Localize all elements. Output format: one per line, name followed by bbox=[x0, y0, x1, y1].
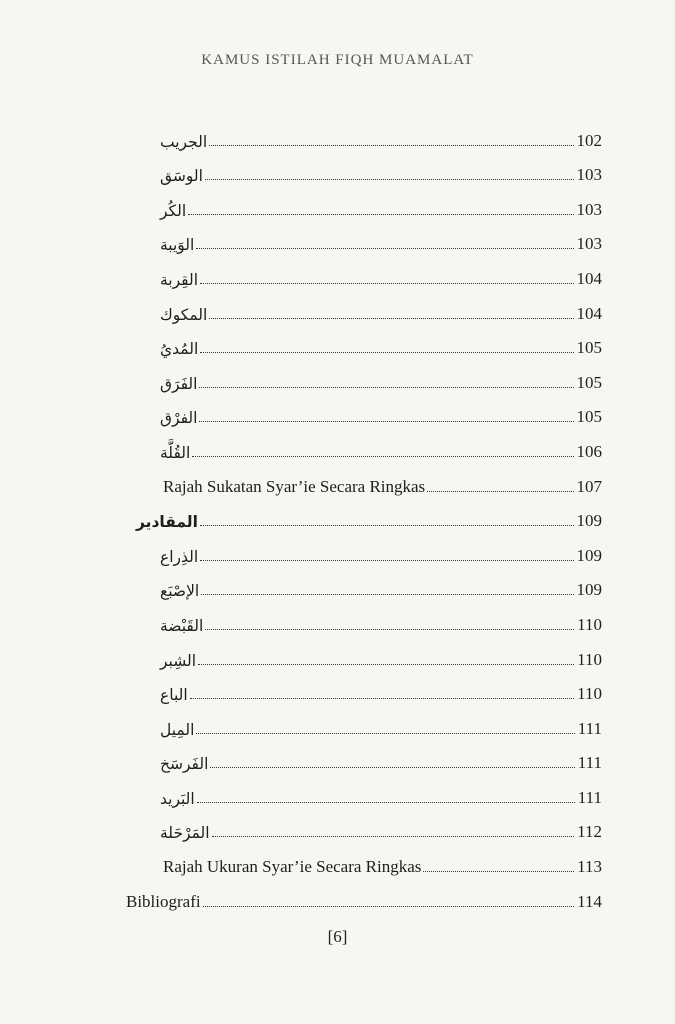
toc-entry bbox=[120, 773, 602, 808]
toc-entry-label: البَريد bbox=[160, 789, 195, 808]
toc-entry bbox=[120, 220, 602, 255]
toc-entry-page: 111 bbox=[577, 718, 602, 738]
toc-entry-page: 105 bbox=[576, 407, 602, 427]
page-number: [6] bbox=[327, 927, 348, 946]
dot-leader bbox=[427, 491, 573, 492]
toc-entry bbox=[120, 635, 602, 670]
dot-leader bbox=[209, 318, 573, 319]
toc-entry-page: 107 bbox=[576, 476, 602, 496]
toc-entry-page: 109 bbox=[576, 511, 602, 531]
toc-entry bbox=[120, 151, 602, 186]
toc-entry-label: المَرْحَلة bbox=[160, 824, 210, 843]
dot-leader bbox=[200, 525, 574, 526]
toc-entry-label: الشِبر bbox=[160, 651, 197, 670]
toc-entry-label: القُلَّة bbox=[160, 443, 191, 462]
dot-leader bbox=[196, 248, 573, 249]
toc-entry-page: 103 bbox=[576, 234, 602, 254]
dot-leader bbox=[205, 179, 574, 180]
toc-entry-page: 102 bbox=[576, 130, 602, 150]
toc-entry bbox=[120, 116, 602, 151]
toc-entry-page: 103 bbox=[576, 165, 602, 185]
toc-entry-label: الوَيبة bbox=[160, 236, 195, 255]
toc-entry-page: 113 bbox=[577, 857, 602, 877]
dot-leader bbox=[209, 145, 573, 146]
dot-leader bbox=[197, 802, 575, 803]
running-header: KAMUS ISTILAH FIQH MUAMALAT bbox=[201, 52, 474, 68]
toc-entry-page: 112 bbox=[577, 822, 602, 842]
toc-entry bbox=[120, 185, 602, 220]
toc-entry bbox=[120, 462, 602, 497]
dot-leader bbox=[199, 387, 573, 388]
toc-entry-label: الذِراع bbox=[160, 547, 199, 566]
toc-entry-page: 104 bbox=[576, 268, 602, 288]
toc-entry bbox=[120, 358, 602, 393]
toc-entry bbox=[120, 289, 602, 324]
toc-entry bbox=[120, 600, 602, 635]
dot-leader bbox=[188, 214, 573, 215]
toc-entry-label: الفَرَق bbox=[160, 374, 198, 393]
toc-entry-label: المكوك bbox=[160, 305, 208, 324]
toc-entry-label: الفَرسَخ bbox=[160, 755, 209, 774]
toc-entry-page: 109 bbox=[576, 580, 602, 600]
dot-leader bbox=[203, 906, 575, 907]
toc-entry-label: المُديُ bbox=[160, 340, 199, 359]
toc-entry-label: Rajah Sukatan Syar’ie Secara Ringkas bbox=[163, 476, 426, 496]
toc-entry-label: الباع bbox=[160, 686, 188, 705]
toc-entry-page: 110 bbox=[577, 614, 602, 634]
toc-entry bbox=[120, 324, 602, 359]
toc-entry bbox=[120, 254, 602, 289]
toc-entry-page: 110 bbox=[577, 684, 602, 704]
toc-entry bbox=[120, 531, 602, 566]
toc-entry bbox=[120, 877, 602, 912]
toc-entry bbox=[120, 842, 602, 877]
toc-entry-label: الكُر bbox=[160, 201, 187, 220]
toc-entry-page: 111 bbox=[577, 753, 602, 773]
toc-entry-page: 106 bbox=[576, 441, 602, 461]
toc-entry bbox=[120, 704, 602, 739]
toc-entry-label: الوسَق bbox=[160, 167, 203, 186]
dot-leader bbox=[190, 698, 574, 699]
toc-entry bbox=[120, 427, 602, 462]
dot-leader bbox=[212, 836, 575, 837]
toc-entry-page: 105 bbox=[576, 372, 602, 392]
toc-entry-label: المِيل bbox=[160, 720, 195, 739]
table-of-contents bbox=[120, 116, 602, 912]
toc-entry-label: الفرْق bbox=[160, 409, 198, 428]
dot-leader bbox=[200, 560, 573, 561]
toc-entry-label: Rajah Ukuran Syar’ie Secara Ringkas bbox=[163, 857, 422, 877]
dot-leader bbox=[196, 733, 574, 734]
dot-leader bbox=[199, 421, 573, 422]
toc-entry-page: 110 bbox=[577, 649, 602, 669]
toc-entry-page: 104 bbox=[576, 303, 602, 323]
toc-entry-page: 114 bbox=[577, 891, 602, 911]
toc-entry bbox=[120, 739, 602, 774]
toc-entry-page: 109 bbox=[576, 545, 602, 565]
dot-leader bbox=[201, 594, 573, 595]
toc-entry-label: الجريب bbox=[160, 132, 208, 151]
toc-entry bbox=[120, 808, 602, 843]
toc-entry bbox=[120, 497, 602, 532]
toc-entry bbox=[120, 393, 602, 428]
toc-entry-label: الإصْبَع bbox=[160, 582, 200, 601]
toc-entry-label: Bibliografi bbox=[126, 891, 201, 911]
toc-entry-label: المقادير bbox=[136, 513, 198, 532]
toc-entry-page: 103 bbox=[576, 199, 602, 219]
dot-leader bbox=[200, 283, 573, 284]
dot-leader bbox=[198, 664, 574, 665]
dot-leader bbox=[205, 629, 574, 630]
dot-leader bbox=[200, 352, 573, 353]
dot-leader bbox=[192, 456, 573, 457]
dot-leader bbox=[210, 767, 574, 768]
toc-entry-page: 111 bbox=[577, 787, 602, 807]
toc-entry-label: القِربة bbox=[160, 270, 199, 289]
dot-leader bbox=[423, 871, 574, 872]
toc-entry bbox=[120, 670, 602, 705]
toc-entry-label: القَبْضة bbox=[160, 616, 204, 635]
toc-entry-page: 105 bbox=[576, 338, 602, 358]
toc-entry bbox=[120, 566, 602, 601]
